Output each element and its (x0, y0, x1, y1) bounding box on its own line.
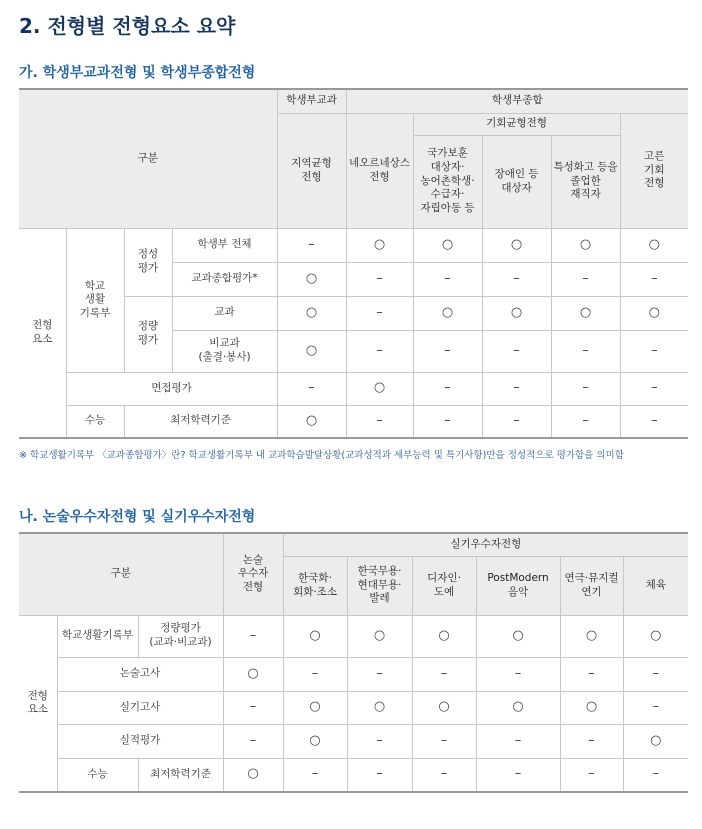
row-label: 교과종합평가* (172, 262, 277, 296)
label-jeongryang: 정량 평가 (124, 296, 172, 372)
header-nonsul: 논술 우수자 전형 (223, 533, 283, 615)
not-applied-mark: – (476, 724, 560, 758)
applied-mark: ○ (283, 724, 347, 758)
row-label: 실기고사 (57, 691, 223, 724)
header-jonghap: 학생부종합 (346, 89, 688, 113)
applied-mark: ○ (560, 615, 623, 657)
not-applied-mark: – (476, 758, 560, 792)
label-saenggibu: 학교 생활 기록부 (66, 228, 124, 372)
applied-mark: ○ (482, 296, 551, 330)
not-applied-mark: – (413, 262, 482, 296)
applied-mark: ○ (551, 228, 620, 262)
applied-mark: ○ (476, 691, 560, 724)
not-applied-mark: – (482, 405, 551, 438)
label-saenggibu: 학교생활기록부 (57, 615, 138, 657)
row-label: 최저학력기준 (138, 758, 223, 792)
header-gubun: 구분 (19, 533, 223, 615)
not-applied-mark: – (346, 405, 413, 438)
not-applied-mark: – (482, 330, 551, 372)
applied-mark: ○ (620, 296, 688, 330)
not-applied-mark: – (277, 228, 346, 262)
table-nonsul-silgi (19, 532, 688, 793)
not-applied-mark: – (560, 657, 623, 691)
applied-mark: ○ (476, 615, 560, 657)
table-row (19, 724, 688, 758)
header-c2: 장애인 등 대상자 (482, 135, 551, 228)
header-sports: 체육 (623, 556, 688, 615)
label-jeonhyeong: 전형 요소 (19, 615, 57, 792)
not-applied-mark: – (223, 724, 283, 758)
table-row (19, 758, 688, 792)
not-applied-mark: – (283, 657, 347, 691)
not-applied-mark: – (620, 405, 688, 438)
not-applied-mark: – (551, 405, 620, 438)
header-c1: 국가보훈 대상자· 농어촌학생· 수급자· 자립아동 등 (413, 135, 482, 228)
applied-mark: ○ (283, 615, 347, 657)
header-design: 디자인· 도예 (412, 556, 476, 615)
not-applied-mark: – (223, 615, 283, 657)
not-applied-mark: – (623, 691, 688, 724)
not-applied-mark: – (413, 330, 482, 372)
not-applied-mark: – (620, 372, 688, 405)
applied-mark: ○ (346, 228, 413, 262)
table-row (19, 691, 688, 724)
applied-mark: ○ (620, 228, 688, 262)
table-row (19, 228, 688, 262)
header-goreun: 고른 기회 전형 (620, 113, 688, 228)
not-applied-mark: – (413, 405, 482, 438)
header-gubun: 구분 (19, 89, 277, 228)
row-label: 논술고사 (57, 657, 223, 691)
header-music: PostModern 음악 (476, 556, 560, 615)
row-label: 최저학력기준 (124, 405, 277, 438)
section-heading-1: 가. 학생부교과전형 및 학생부종합전형 (19, 65, 256, 81)
applied-mark: ○ (346, 372, 413, 405)
applied-mark: ○ (283, 691, 347, 724)
header-neo: 네오르네상스 전형 (346, 113, 413, 228)
row-label: 교과 (172, 296, 277, 330)
not-applied-mark: – (560, 758, 623, 792)
not-applied-mark: – (413, 372, 482, 405)
applied-mark: ○ (413, 228, 482, 262)
label-suneung: 수능 (57, 758, 138, 792)
not-applied-mark: – (623, 657, 688, 691)
applied-mark: ○ (482, 228, 551, 262)
header-gyogwa: 학생부교과 (277, 89, 346, 113)
row-label: 실적평가 (57, 724, 223, 758)
label-jeonhyeong: 전형 요소 (19, 228, 66, 438)
not-applied-mark: – (347, 758, 412, 792)
label-jeongseong: 정성 평가 (124, 228, 172, 296)
not-applied-mark: – (347, 657, 412, 691)
section-heading-2: 나. 논술우수자전형 및 실기우수자전형 (19, 509, 256, 525)
header-jiyeok: 지역균형 전형 (277, 113, 346, 228)
applied-mark: ○ (412, 615, 476, 657)
not-applied-mark: – (283, 758, 347, 792)
header-c3: 특성화고 등을 졸업한 재직자 (551, 135, 620, 228)
header-hangukhwa: 한국화· 회화·조소 (283, 556, 347, 615)
footnote: ※ 학교생활기록부 〈교과종합평가〉란? 학교생활기록부 내 교과학습발달상황(교과성적과 세부능력 및 특기사항)만을 정성적으로 평가함을 의미함 (19, 450, 624, 461)
table-row (19, 615, 688, 657)
header-acting: 연극·뮤지컬 연기 (560, 556, 623, 615)
applied-mark: ○ (277, 262, 346, 296)
applied-mark: ○ (347, 691, 412, 724)
not-applied-mark: – (347, 724, 412, 758)
not-applied-mark: – (223, 691, 283, 724)
header-silgi: 실기우수자전형 (283, 533, 688, 556)
not-applied-mark: – (620, 330, 688, 372)
not-applied-mark: – (346, 296, 413, 330)
applied-mark: ○ (347, 615, 412, 657)
not-applied-mark: – (476, 657, 560, 691)
row-label: 면접평가 (66, 372, 277, 405)
not-applied-mark: – (412, 657, 476, 691)
applied-mark: ○ (560, 691, 623, 724)
applied-mark: ○ (223, 758, 283, 792)
page-title: 2. 전형별 전형요소 요약 (19, 14, 236, 38)
not-applied-mark: – (412, 724, 476, 758)
row-label: 정량평가 (교과·비교과) (138, 615, 223, 657)
applied-mark: ○ (413, 296, 482, 330)
not-applied-mark: – (346, 262, 413, 296)
not-applied-mark: – (482, 262, 551, 296)
not-applied-mark: – (277, 372, 346, 405)
not-applied-mark: – (623, 758, 688, 792)
not-applied-mark: – (346, 330, 413, 372)
applied-mark: ○ (623, 615, 688, 657)
not-applied-mark: – (560, 724, 623, 758)
table-row (19, 372, 688, 405)
not-applied-mark: – (551, 262, 620, 296)
table-row (19, 657, 688, 691)
header-muyong: 한국무용· 현대무용· 발레 (347, 556, 412, 615)
table-gyogwa-jonghap (19, 88, 688, 439)
row-label: 학생부 전체 (172, 228, 277, 262)
applied-mark: ○ (412, 691, 476, 724)
label-suneung: 수능 (66, 405, 124, 438)
not-applied-mark: – (482, 372, 551, 405)
applied-mark: ○ (551, 296, 620, 330)
header-gihoe: 기회균형전형 (413, 113, 620, 135)
not-applied-mark: – (620, 262, 688, 296)
not-applied-mark: – (551, 330, 620, 372)
not-applied-mark: – (412, 758, 476, 792)
not-applied-mark: – (551, 372, 620, 405)
applied-mark: ○ (623, 724, 688, 758)
applied-mark: ○ (223, 657, 283, 691)
row-label: 비교과 (출결·봉사) (172, 330, 277, 372)
applied-mark: ○ (277, 330, 346, 372)
applied-mark: ○ (277, 405, 346, 438)
applied-mark: ○ (277, 296, 346, 330)
table-row (19, 405, 688, 438)
